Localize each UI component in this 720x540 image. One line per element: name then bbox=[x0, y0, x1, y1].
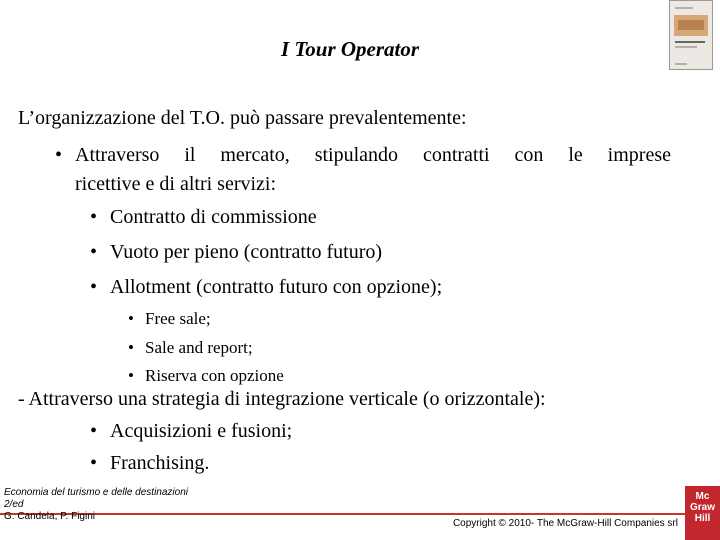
sub-bullet-text: Vuoto per pieno (contratto futuro) bbox=[110, 241, 383, 263]
sub-bullet-text: Contratto di commissione bbox=[110, 206, 317, 228]
footer-book-info bbox=[4, 487, 209, 523]
slide-title: I Tour Operator bbox=[280, 37, 420, 61]
intro-text: L’organizzazione del T.O. può passare prevalentemente: bbox=[18, 107, 467, 129]
subsub-bullet-text: Free sale; bbox=[145, 309, 211, 328]
subsub-bullet-text: Riserva con opzione bbox=[145, 366, 284, 385]
subsub-bullet-marker: • bbox=[128, 309, 134, 328]
sub-bullet-marker: • bbox=[90, 241, 98, 263]
second-point-text: - Attraverso una strategia di integrazione verticale (o orizzontale): bbox=[18, 388, 546, 410]
sub-bullet-text: Acquisizioni e fusioni; bbox=[110, 420, 293, 442]
logo-line: Mc bbox=[695, 491, 710, 502]
logo-line: Hill bbox=[694, 513, 711, 524]
sub-bullet-marker: • bbox=[90, 206, 98, 228]
logo-line: Graw bbox=[689, 502, 715, 513]
subsub-bullet-marker: • bbox=[128, 366, 134, 385]
bullet-marker: • bbox=[55, 144, 63, 166]
sub-bullet-marker: • bbox=[90, 452, 98, 474]
bullet-text: Attraverso il mercato, stipulando contratti con le imprese bbox=[75, 144, 671, 166]
footer-book-title: Economia del turismo e delle destinazioni 2/ed bbox=[4, 487, 188, 510]
mcgraw-hill-logo bbox=[685, 486, 720, 540]
bullet-text-continuation: ricettive e di altri servizi: bbox=[75, 173, 277, 195]
footer-copyright: Copyright © 2010- The McGraw-Hill Companies srl bbox=[452, 518, 678, 529]
subsub-bullet-text: Sale and report; bbox=[145, 338, 253, 357]
subsub-bullet-marker: • bbox=[128, 338, 134, 357]
book-cover-thumbnail bbox=[669, 0, 713, 70]
sub-bullet-text: Allotment (contratto futuro con opzione); bbox=[110, 276, 443, 298]
sub-bullet-marker: • bbox=[90, 276, 98, 298]
footer-authors: G. Candela, P. Figini bbox=[4, 511, 95, 522]
sub-bullet-marker: • bbox=[90, 420, 98, 442]
sub-bullet-text: Franchising. bbox=[110, 452, 210, 474]
